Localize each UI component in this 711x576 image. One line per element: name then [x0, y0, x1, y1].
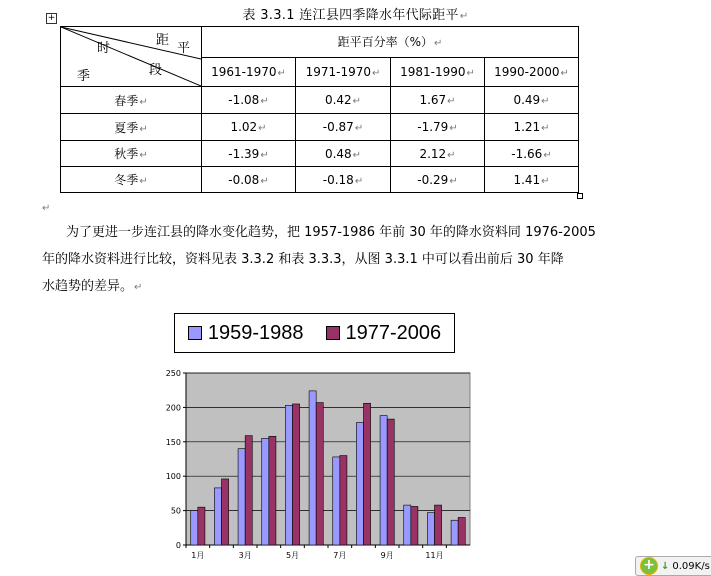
bar [458, 517, 465, 545]
bar [285, 405, 292, 545]
bar [309, 391, 316, 545]
bar [404, 505, 411, 545]
bar [293, 404, 300, 545]
legend-label: 1977-2006 [345, 321, 442, 344]
group-header-cell: 距平百分率（%）↵ [202, 27, 579, 58]
legend-item [188, 322, 304, 345]
download-arrow-icon: ↓ [661, 560, 670, 572]
bar [340, 456, 347, 545]
value-cell: -1.79↵ [391, 114, 485, 141]
season-cell: 春季↵ [61, 87, 202, 114]
bar [238, 449, 245, 545]
season-cell: 夏季↵ [61, 114, 202, 141]
value-cell: 0.48↵ [296, 141, 391, 167]
x-tick-label: 9月 [380, 551, 394, 560]
bar [245, 436, 252, 545]
y-tick-label: 100 [165, 472, 181, 482]
x-tick-label: 3月 [238, 551, 252, 560]
table-caption: 表 3.3.1 连江县四季降水年代际距平↵ [242, 8, 469, 23]
legend-swatch [326, 326, 340, 340]
x-tick-label: 7月 [333, 551, 347, 560]
bar [364, 403, 371, 545]
value-cell: -0.18↵ [296, 167, 391, 193]
bar [451, 520, 458, 545]
value-cell: -0.29↵ [391, 167, 485, 193]
value-cell: 0.42↵ [296, 87, 391, 114]
diag-label-ping: 平 [177, 41, 191, 56]
paragraph-line: 水趋势的差异。↵ [42, 279, 143, 294]
table-row [61, 167, 579, 193]
table-resize-handle[interactable] [577, 193, 583, 199]
value-cell: 1.21↵ [485, 114, 579, 141]
bar [411, 506, 418, 545]
bar [269, 436, 276, 545]
chart-legend [174, 313, 455, 353]
season-cell: 冬季↵ [61, 167, 202, 193]
bar [380, 416, 387, 545]
value-cell: 1.02↵ [202, 114, 296, 141]
value-cell: -1.39↵ [202, 141, 296, 167]
value-cell: -0.08↵ [202, 167, 296, 193]
table-row [61, 114, 579, 141]
download-speed: 0.09K/s [672, 560, 710, 572]
period-header: 1981-1990↵ [391, 57, 485, 87]
bar [222, 479, 229, 545]
diagonal-header-cell [61, 27, 202, 87]
value-cell: 2.12↵ [391, 141, 485, 167]
value-cell: -1.66↵ [485, 141, 579, 167]
value-cell: 0.49↵ [485, 87, 579, 114]
y-tick-label: 150 [165, 437, 181, 447]
paragraph-line: 年的降水资料进行比较，资料见表 3.3.2 和表 3.3.3，从图 3.3.1 中可以看出前后 30 年降 [42, 252, 564, 267]
y-tick-label: 0 [175, 541, 181, 550]
table-row [61, 141, 579, 167]
bar [427, 513, 434, 545]
body-paragraph [42, 219, 612, 301]
bar [198, 507, 205, 545]
bar-chart [150, 365, 480, 563]
y-tick-label: 50 [170, 506, 181, 516]
paragraph-line: 为了更进一步连江县的降水变化趋势，把 1957-1986 年前 30 年的降水资料同 1976-2005 [66, 225, 596, 240]
diag-label-ju: 距 [156, 33, 170, 48]
x-tick-label: 1月 [191, 551, 205, 560]
bar [262, 438, 269, 545]
period-header: 1971-1970↵ [296, 57, 391, 87]
legend-swatch [188, 326, 202, 340]
season-cell: 秋季↵ [61, 141, 202, 167]
paragraph-mark: ↵ [42, 203, 51, 214]
bar [333, 457, 340, 545]
value-cell: -0.87↵ [296, 114, 391, 141]
legend-item [326, 322, 442, 345]
period-header: 1961-1970↵ [202, 57, 296, 87]
download-status-widget[interactable] [635, 556, 711, 576]
diag-label-shi: 时 [97, 41, 111, 56]
table-move-icon[interactable]: + [47, 13, 56, 23]
plus-circle-icon[interactable]: + [640, 557, 658, 575]
bar [191, 511, 198, 545]
bar [214, 488, 221, 545]
y-tick-label: 200 [165, 403, 181, 413]
bar [387, 419, 394, 545]
x-tick-label: 5月 [285, 551, 300, 560]
precipitation-anomaly-table [60, 26, 579, 193]
value-cell: -1.08↵ [202, 87, 296, 114]
bar [316, 403, 323, 545]
y-tick-label: 250 [165, 369, 181, 378]
bar [435, 505, 442, 545]
period-header: 1990-2000↵ [485, 57, 579, 87]
bar [356, 423, 363, 545]
table-row [61, 87, 579, 114]
value-cell: 1.67↵ [391, 87, 485, 114]
x-tick-label: 11月 [425, 551, 444, 560]
value-cell: 1.41↵ [485, 167, 579, 193]
diag-label-duan: 段 [149, 63, 163, 78]
paragraph-mark: ↵ [459, 11, 469, 22]
diag-label-ji: 季 [77, 69, 91, 84]
legend-label: 1959-1988 [207, 321, 304, 344]
